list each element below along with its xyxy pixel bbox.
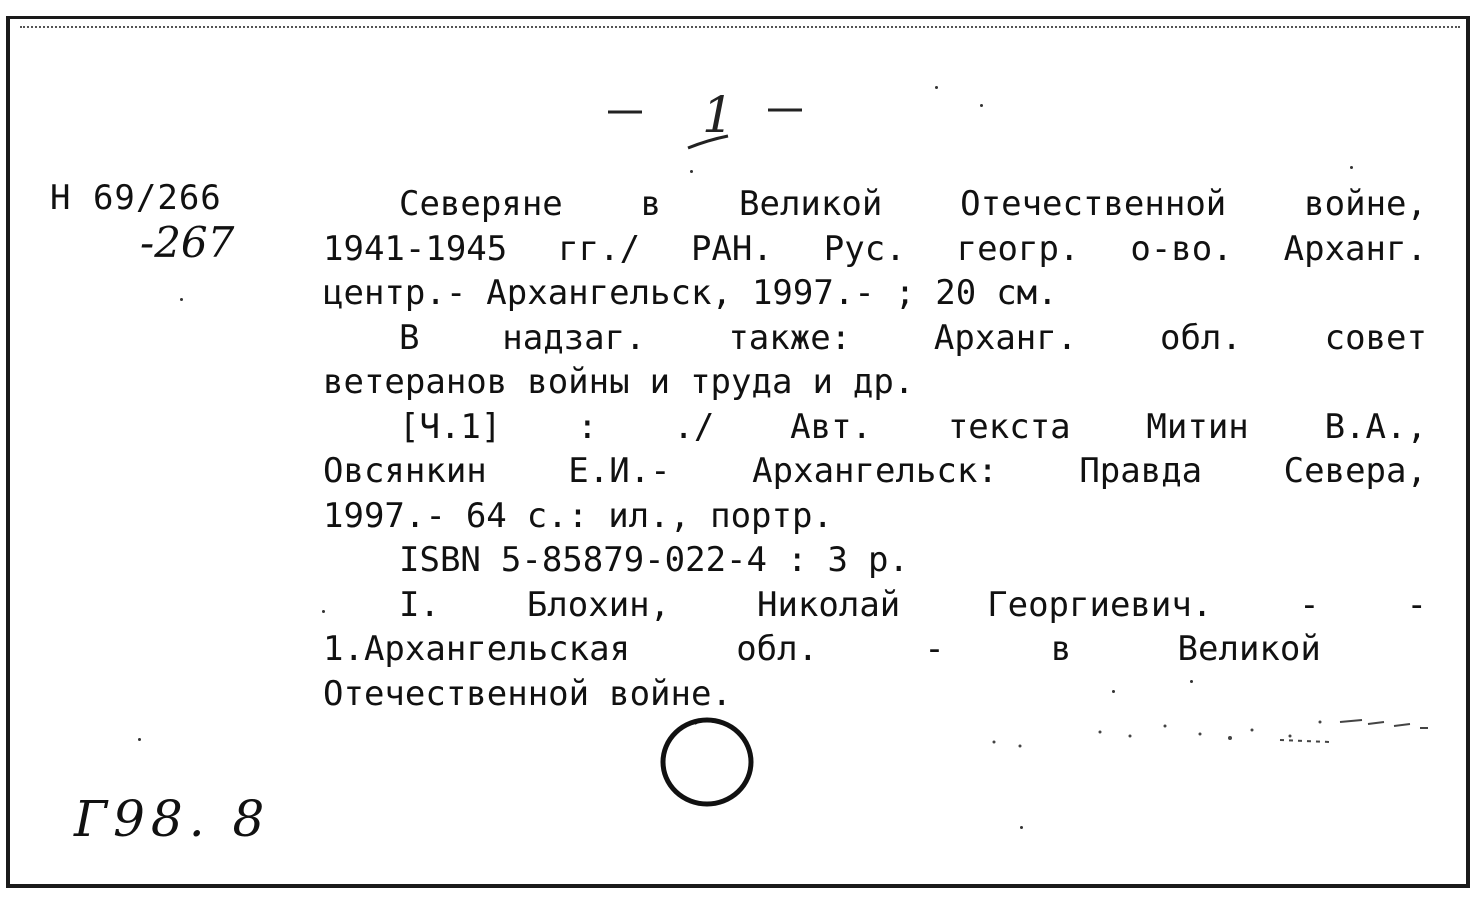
entry-line	[323, 316, 1427, 361]
page-number-marker	[600, 78, 820, 158]
entry-word: центр.-	[323, 273, 467, 313]
entry-word: геогр.	[956, 228, 1080, 269]
entry-word: :	[787, 540, 808, 580]
entry-word: и	[649, 362, 671, 402]
entry-word: -	[1406, 584, 1427, 625]
entry-word: Севера,	[1283, 451, 1427, 491]
entry-word: войне,	[1304, 184, 1427, 224]
scan-speck	[138, 738, 141, 741]
top-rule	[20, 26, 1460, 28]
entry-word: Архангельск:	[752, 451, 998, 491]
entry-word: др.	[852, 362, 915, 402]
entry-word: 3	[827, 540, 848, 580]
scan-artifact	[990, 712, 1430, 752]
entry-word: -	[1299, 584, 1320, 625]
entry-word: войны	[527, 362, 630, 402]
entry-word: Арханг.	[1283, 228, 1427, 269]
entry-word: Блохин,	[526, 584, 671, 625]
entry-word: РАН.	[690, 228, 773, 269]
scan-speck	[322, 610, 325, 613]
entry-word: ветеранов	[323, 362, 508, 402]
entry-word: обл.	[736, 629, 819, 669]
entry-word: ;	[894, 273, 916, 313]
entry-word: войне.	[609, 673, 732, 714]
entry-line	[323, 405, 1427, 450]
entry-word: I.	[399, 584, 440, 625]
scan-speck	[1112, 690, 1115, 693]
shelf-mark-handwritten: -267	[140, 218, 235, 267]
page-number: 1	[702, 86, 734, 144]
entry-word: Арханг.	[933, 317, 1078, 358]
entry-word: ил.,	[608, 495, 691, 536]
scan-speck	[935, 86, 938, 89]
entry-line	[323, 627, 1427, 672]
scan-speck	[1020, 826, 1023, 829]
entry-line	[323, 672, 1427, 717]
entry-line	[323, 271, 1427, 316]
entry-line	[323, 583, 1427, 628]
entry-word: в	[1050, 629, 1072, 669]
entry-word: В	[399, 317, 420, 358]
library-stamp	[655, 712, 760, 812]
entry-word: 64	[465, 495, 507, 536]
entry-line	[323, 227, 1427, 272]
entry-word: Е.И.-	[568, 451, 671, 491]
entry-word: 1941-1945	[323, 228, 508, 269]
entry-word: гг./	[558, 228, 641, 269]
entry-word: Отечественной	[323, 673, 590, 714]
entry-word: надзаг.	[502, 317, 646, 358]
entry-word: о-во.	[1130, 228, 1233, 269]
entry-word: Овсянкин	[323, 451, 487, 491]
entry-line	[323, 449, 1427, 494]
entry-word: [Ч.1]	[399, 406, 502, 447]
entry-word: совет	[1324, 317, 1427, 358]
entry-word: Авт.	[790, 406, 873, 447]
scan-speck	[180, 298, 183, 301]
entry-word: Великой	[739, 184, 883, 224]
entry-line	[323, 360, 1427, 405]
entry-word: труда	[690, 362, 793, 402]
entry-word: Отечественной	[960, 184, 1227, 224]
entry-word: в	[640, 184, 662, 224]
scan-speck	[690, 170, 693, 173]
entry-word: Митин	[1146, 406, 1249, 447]
entry-word: Правда	[1079, 451, 1203, 491]
entry-word: и	[812, 362, 833, 402]
entry-word: ISBN	[399, 540, 481, 580]
entry-word: 1.Архангельская	[323, 629, 631, 669]
entry-word: Рус.	[823, 228, 906, 269]
entry-word: текста	[947, 406, 1071, 447]
entry-word: -	[924, 629, 945, 669]
entry-line	[323, 182, 1427, 227]
entry-word: В.А.,	[1324, 406, 1427, 447]
entry-word: Северяне	[399, 184, 563, 224]
entry-word: 20	[935, 273, 977, 313]
entry-line	[323, 538, 1427, 583]
entry-word: 1997.-	[751, 273, 875, 313]
entry-word: Великой	[1177, 629, 1321, 669]
entry-line	[323, 494, 1427, 539]
entry-word: также:	[728, 317, 852, 358]
scan-speck	[1350, 166, 1353, 169]
entry-word: Архангельск,	[486, 273, 732, 313]
entry-word: р.	[867, 540, 909, 580]
entry-word: 5-85879-022-4	[500, 540, 767, 580]
inventory-number-handwritten: Г98. 8	[74, 790, 271, 848]
entry-word: Георгиевич.	[987, 584, 1213, 625]
entry-word: см.	[996, 273, 1058, 313]
entry-word: Николай	[756, 584, 901, 625]
entry-word: 1997.-	[323, 495, 446, 536]
entry-word: обл.	[1159, 317, 1242, 358]
shelf-mark: Н 69/266	[50, 178, 222, 218]
entry-word: портр.	[710, 495, 833, 536]
bibliographic-entry	[323, 182, 1427, 716]
scan-speck	[1190, 680, 1193, 683]
entry-word: с.:	[526, 495, 589, 536]
entry-word: :	[577, 406, 598, 447]
entry-word: ./	[673, 406, 715, 447]
scan-speck	[980, 104, 983, 107]
